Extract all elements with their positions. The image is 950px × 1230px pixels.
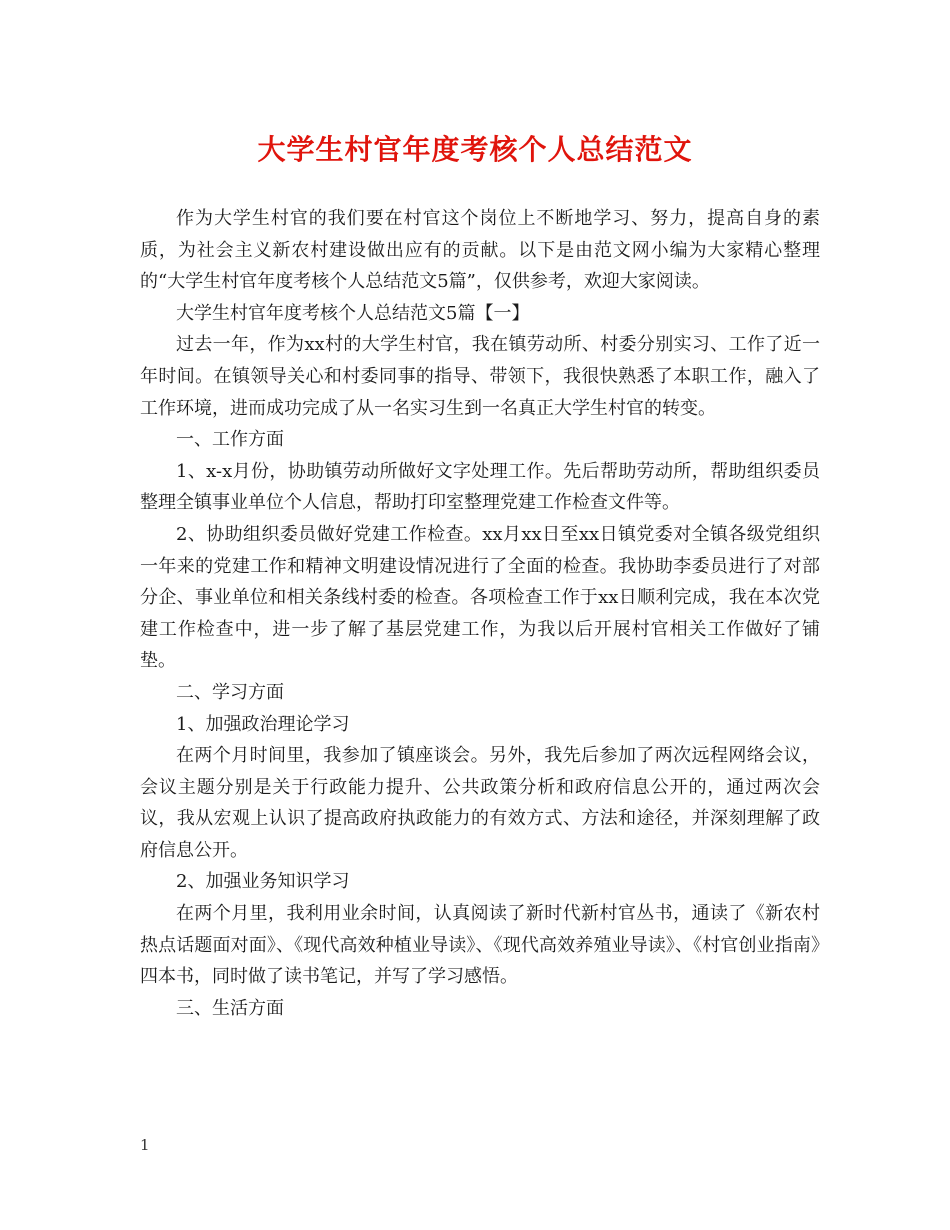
paragraph-business-knowledge: 在两个月里，我利用业余时间，认真阅读了新时代新村官丛书，通读了《新农村热点话题面对面》、《现代高效种植业导读》、《现代高效养殖业导读》、《村官创业指南》四本书，同时做了读书笔记，并写了学习感悟。 <box>140 903 820 988</box>
document-body <box>140 203 820 1024</box>
paragraph-intro: 作为大学生村官的我们要在村官这个岗位上不断地学习、努力，提高自身的素质，为社会主义新农村建设做出应有的贡献。以下是由范文网小编为大家精心整理的“大学生村官年度考核个人总结范文5篇”，仅供参考，欢迎大家阅读。 <box>140 208 820 293</box>
subheading-business-knowledge: 2、加强业务知识学习 <box>176 871 350 893</box>
paragraph-political-theory: 在两个月时间里，我参加了镇座谈会。另外，我先后参加了两次远程网络会议，会议主题分别是关于行政能力提升、公共政策分析和政府信息公开的，通过两次会议，我从宏观上认识了提高政府执政能力的有效方式、方法和途径，并深刻理解了政府信息公开。 <box>140 745 820 861</box>
subheading-political-theory: 1、加强政治理论学习 <box>176 713 350 735</box>
document-title: 大学生村官年度考核个人总结范文 <box>257 133 693 166</box>
paragraph-work-item-1: 1、x-x月份，协助镇劳动所做好文字处理工作。先后帮助劳动所，帮助组织委员整理全镇事业单位个人信息，帮助打印室整理党建工作检查文件等。 <box>140 460 820 514</box>
paragraph-work-item-2: 2、协助组织委员做好党建工作检查。xx月xx日至xx日镇党委对全镇各级党组织一年来的党建工作和精神文明建设情况进行了全面的检查。我协助李委员进行了对部分企、事业单位和相关条线村委的检查。各项检查工作于xx日顺利完成，我在本次党建工作检查中，进一步了解了基层党建工作，为我以后开展村官相关工作做好了铺垫。 <box>140 523 820 672</box>
page-number: 1 <box>140 1136 150 1154</box>
section-heading-study: 二、学习方面 <box>176 681 284 703</box>
section-heading-article-one: 大学生村官年度考核个人总结范文5篇【一】 <box>176 302 530 324</box>
paragraph-overview: 过去一年，作为xx村的大学生村官，我在镇劳动所、村委分别实习、工作了近一年时间。在镇领导关心和村委同事的指导、带领下，我很快熟悉了本职工作，融入了工作环境，进而成功完成了从一名实习生到一名真正大学生村官的转变。 <box>140 334 820 419</box>
section-heading-work: 一、工作方面 <box>176 429 284 451</box>
section-heading-life: 三、生活方面 <box>176 997 284 1019</box>
